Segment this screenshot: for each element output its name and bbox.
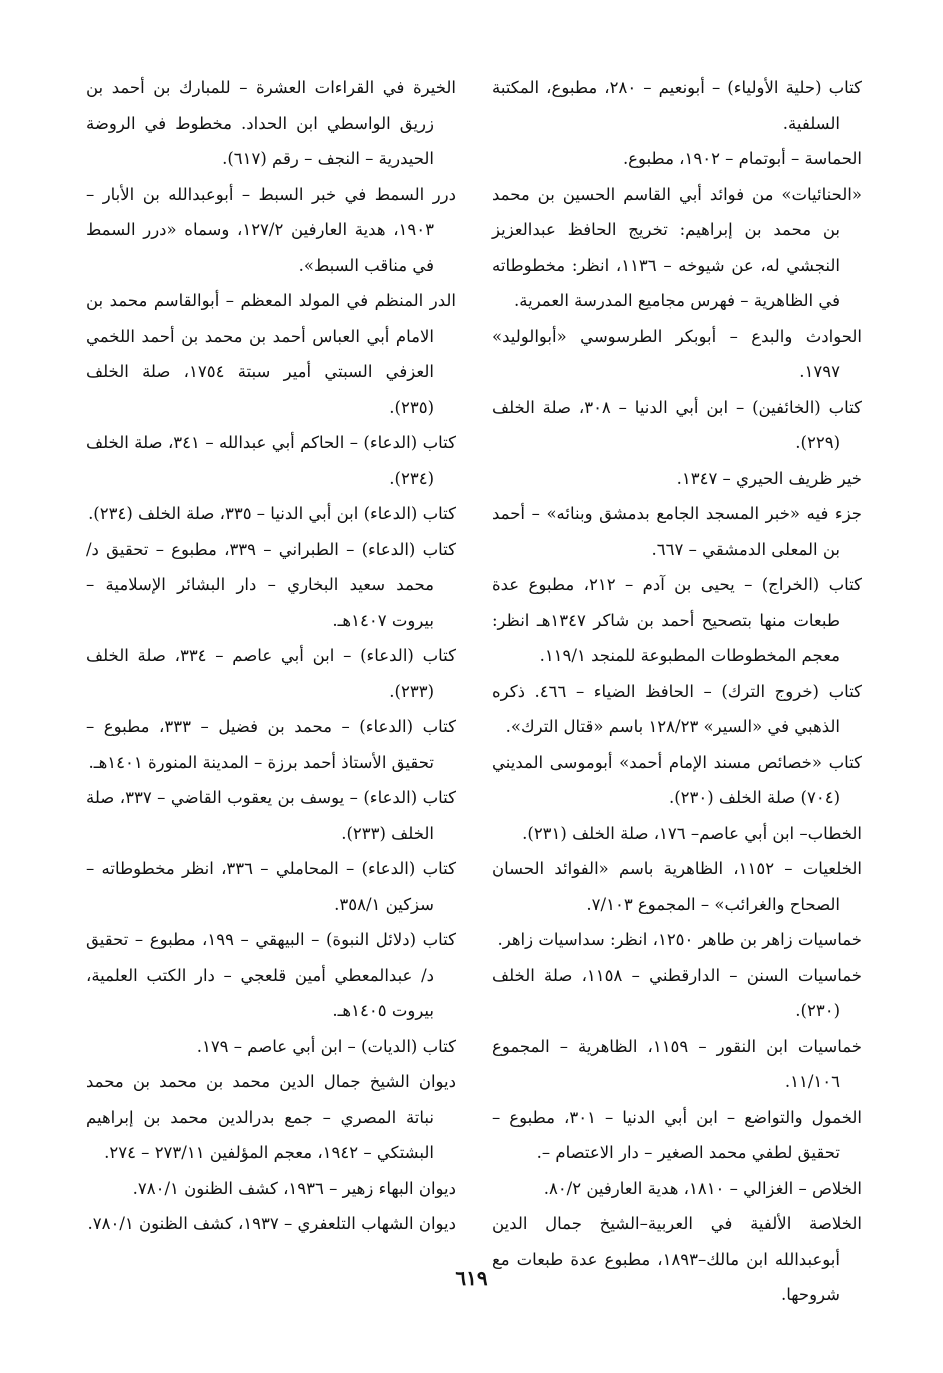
entry: كتاب (خروج الترك) – الحافظ الضياء – ٤٦٦. ذكره الذهبي في «السير» ١٢٨/٢٣ باسم «قتال الترك». <box>492 681 862 736</box>
entry: كتاب (الدعاء) – المحاملي – ٣٣٦، انظر مخطوطاته – سزكين ٣٥٨/١. <box>86 859 456 914</box>
entry: ديوان الشيخ جمال الدين محمد بن محمد بن محمد نباتة المصري – جمع بدرالدين محمد بن إبراهيم البشتكي – ١٩٤٢، معجم المؤلفين ٢٧٣/١١ – ٢٧٤. <box>86 1072 456 1162</box>
entry: كتاب (الدعاء) ابن أبي الدنيا – ٣٣٥، صلة الخلف (٢٣٤). <box>88 504 456 523</box>
page-number: ٦١٩ <box>455 1266 488 1290</box>
left-column <box>86 70 456 1242</box>
entry: كتاب (الديات) – ابن أبي عاصم – ١٧٩. <box>196 1036 456 1056</box>
entry: خماسيات زاهر بن طاهر ١٢٥٠، انظر: سداسيات زاهر. <box>497 930 862 949</box>
entry: ديوان البهاء زهير – ١٩٣٦، كشف الظنون ٧٨٠/١. <box>132 1178 456 1198</box>
entry: كتاب (الدعاء) – الطبراني – ٣٣٩، مطبوع – تحقيق د/ محمد سعيد البخاري – دار البشائر الإسلامية – بيروت ١٤٠٧هـ. <box>86 539 456 630</box>
entry: الحوادث والبدع – أبوبكر الطرسوسي «أبوالوليد» ١٧٩٧. <box>492 326 862 381</box>
entry: درر السمط في خبر السبط – أبوعبدالله بن الأبار – ١٩٠٣، هدية العارفين ١٢٧/٢، وسماه «درر السمط في مناقب السبط». <box>86 184 456 275</box>
entry: كتاب (الدعاء) – يوسف بن يعقوب القاضي – ٣٣٧، صلة الخلف (٢٣٣). <box>86 788 457 843</box>
entry: الحماسة – أبوتمام – ١٩٠٢، مطبوع. <box>622 149 862 168</box>
entry: خير ظريف الحيري – ١٣٤٧. <box>676 468 862 488</box>
entry: كتاب (الدعاء) – محمد بن فضيل – ٣٣٣، مطبوع – تحقيق الأستاذ أحمد برزة – المدينة المنورة ١٤٠١هـ. <box>86 717 456 772</box>
entry: الخلاصة الألفية في العربية–الشيخ جمال الدين أبوعبدالله ابن مالك–١٨٩٣، مطبوع عدة طبعات مع شروحها. <box>492 1214 862 1304</box>
entry: الخطاب– ابن أبي عاصم– ١٧٦، صلة الخلف (٢٣١). <box>522 823 862 843</box>
entry: كتاب (الخراج) – يحيى بن آدم – ٢١٢، مطبوع عدة طبعات منها بتصحيح أحمد بن شاكر ١٣٤٧هـ انظر: معجم المخطوطات المطبوعة للمنجد ١١٩/١. <box>492 575 862 665</box>
entry: كتاب (الدعاء) – الحاكم أبي عبدالله – ٣٤١، صلة الخلف (٢٣٤). <box>86 433 456 488</box>
entry: جزء فيه «خبر المسجد الجامع بدمشق وبنائه» – أحمد بن المعلى الدمشقي – ٦٦٧. <box>492 504 862 559</box>
entry: الخلاص – الغزالي – ١٨١٠، هدية العارفين ٨٠/٢. <box>543 1178 862 1198</box>
entry: «الحنائيات» من فوائد أبي القاسم الحسين بن محمد بن محمد بن إبراهيم: تخريج الحافظ عبدالعزيز النجشي له، عن شيوخه – ١١٣٦، انظر: مخطوطاته في الظاهرية – فهرس مجاميع المدرسة العمرية. <box>492 184 862 310</box>
entry: كتاب «خصائص مسند الإمام أحمد» أبوموسى المديني (٧٠٤) صلة الخلف (٢٣٠). <box>492 752 862 807</box>
entry: كتاب (الدعاء) – ابن أبي عاصم – ٣٣٤، صلة الخلف (٢٣٣). <box>86 646 456 701</box>
entry: الخلعيات – ١١٥٢، الظاهرية باسم «الفوائد الحسان الصحاح والغرائب» – المجموع ٧/١٠٣. <box>492 859 862 914</box>
entry: خماسيات ابن النقور – ١١٥٩، الظاهرية – المجموع ١١/١٠٦. <box>492 1036 862 1091</box>
entry: ديوان الشهاب التلعفري – ١٩٣٧، كشف الظنون ٧٨٠/١. <box>87 1214 456 1233</box>
entry: الخمول والتواضع – ابن أبي الدنيا – ٣٠١، مطبوع – تحقيق لطفي محمد الصغير – دار الاعتصام –. <box>492 1107 862 1162</box>
entry: كتاب (حلية الأولياء) – أبونعيم – ٢٨٠، مطبوع، المكتبة السلفية. <box>492 78 862 133</box>
entry: كتاب (الخائفين) – ابن أبي الدنيا – ٣٠٨، صلة الخلف (٢٢٩). <box>492 397 862 452</box>
entry: كتاب (دلائل النبوة) – البيهقي – ١٩٩، مطبوع – تحقيق د/ عبدالمعطي أمين قلعجي – دار الكتب العلمية، بيروت ١٤٠٥هـ. <box>86 930 456 1020</box>
right-column <box>492 70 862 1313</box>
entry: الخيرة في القراءات العشرة – للمبارك بن أحمد بن زريق الواسطي ابن الحداد. مخطوط في الروضة الحيدرية – النجف – رقم (٦١٧). <box>86 78 456 168</box>
entry: خماسيات السنن – الدارقطني – ١١٥٨، صلة الخلف (٢٣٠). <box>492 965 862 1020</box>
entry: الدر المنظم في المولد المعظم – أبوالقاسم محمد بن الامام أبي العباس أحمد بن محمد بن أحمد اللخمي العزفي السبتي أمير سبتة ١٧٥٤، صلة الخلف (٢٣٥). <box>86 291 456 417</box>
